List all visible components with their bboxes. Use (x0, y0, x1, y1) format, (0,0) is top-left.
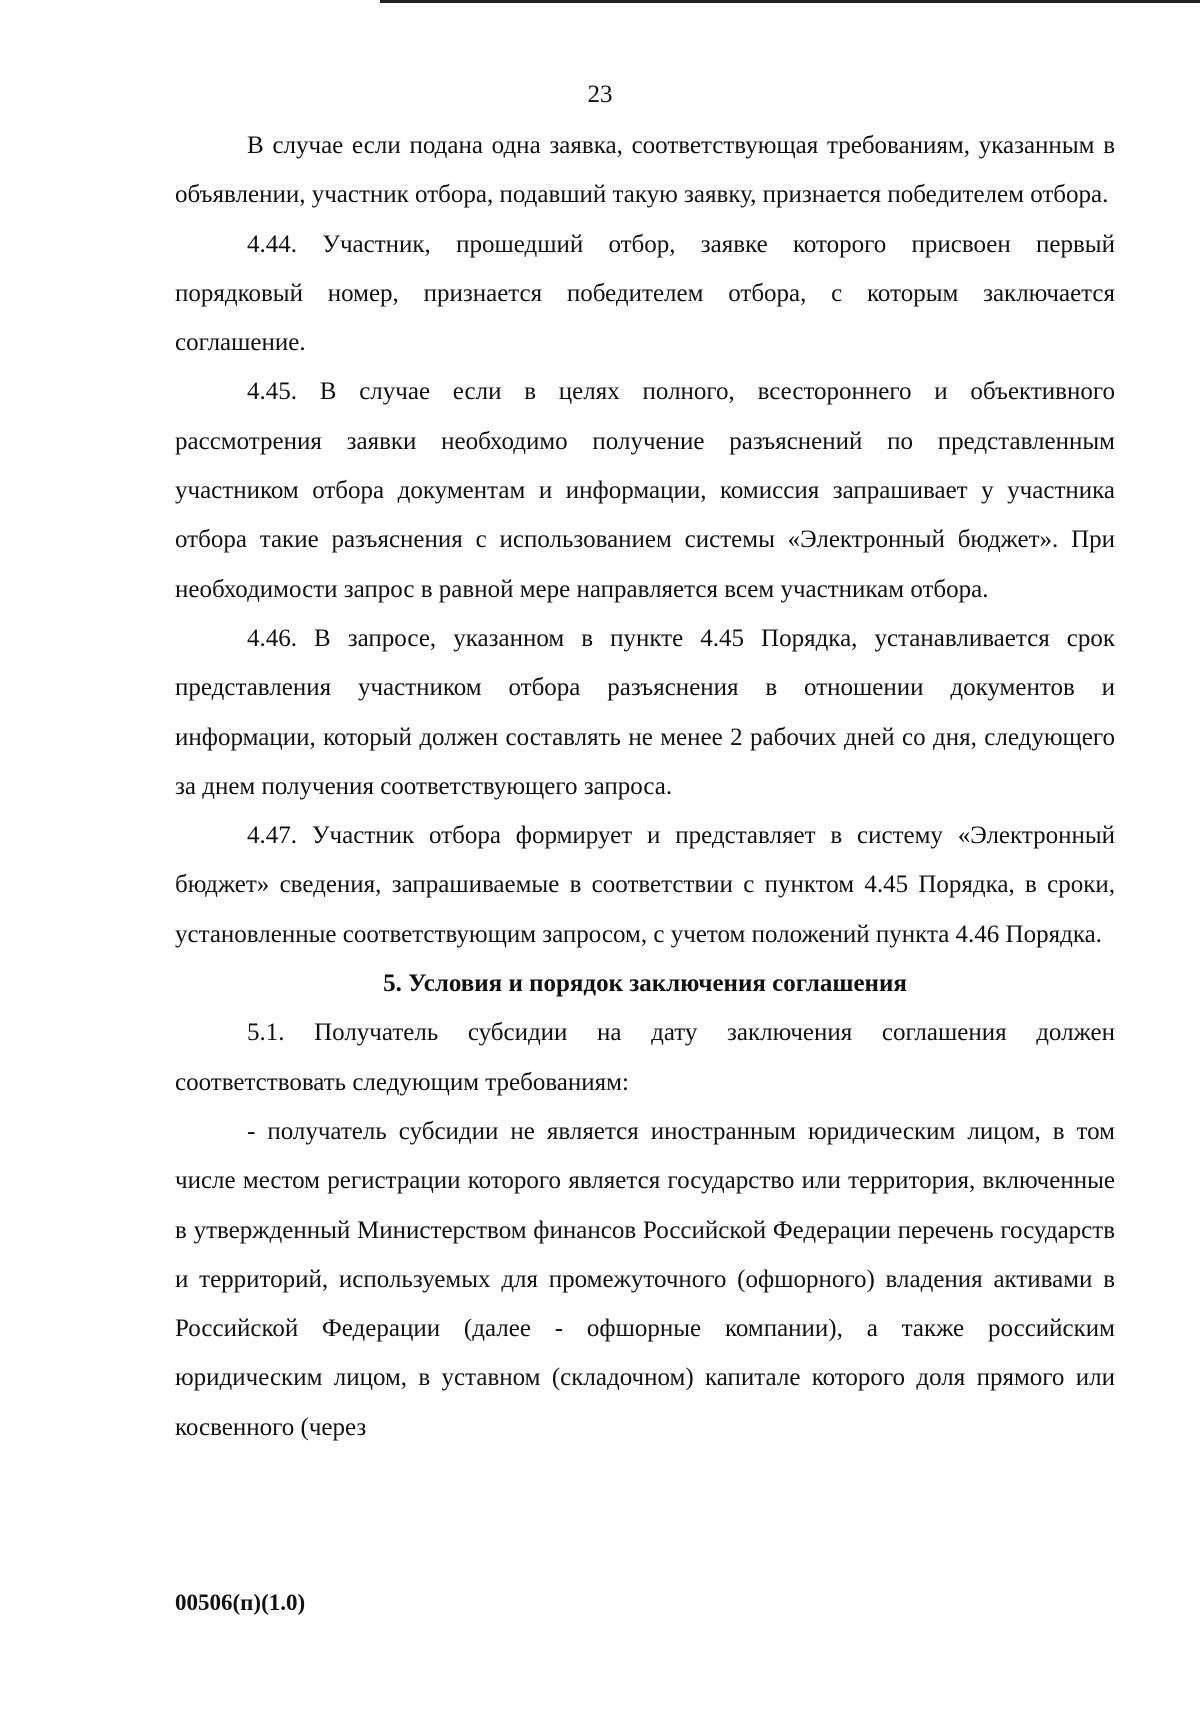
paragraph-5-1: 5.1. Получатель субсидии на дату заключения соглашения должен соответствовать следующим требованиям: (175, 1019, 1115, 1096)
paragraph-requirement-offshore: - получатель субсидии не является иностранным юридическим лицом, в том числе местом регистрации которого является государство или территория, включенные в утвержденный Министерством финансов Российской Федерации перечень государств и территорий, используемых для промежуточного (офшорного) владения активами в Российской Федерации (далее - офшорные компании), а также российским юридическим лицом, в уставном (складочном) капитале которого доля прямого или косвенного (через (175, 1117, 1115, 1441)
paragraph-single-application: В случае если подана одна заявка, соответствующая требованиям, указанным в объявлении, участник отбора, подавший такую заявку, признается победителем отбора. (175, 132, 1115, 209)
top-border-line (380, 0, 1200, 3)
document-body (175, 121, 1115, 1452)
paragraph-4-47: 4.47. Участник отбора формирует и представляет в систему «Электронный бюджет» сведения, запрашиваемые в соответствии с пунктом 4.45 Порядка, в сроки, установленные соответствующим запросом, с учетом положений пункта 4.46 Порядка. (175, 822, 1115, 948)
page-number: 23 (587, 81, 613, 108)
paragraph-4-45: 4.45. В случае если в целях полного, всестороннего и объективного рассмотрения заявки необходимо получение разъяснений по представленным участником отбора документам и информации, комиссия запрашивает у участника отбора такие разъяснения с использованием системы «Электронный бюджет». При необходимости запрос в равной мере направляется всем участникам отбора. (175, 378, 1115, 603)
section-5-heading: 5. Условия и порядок заключения соглашения (383, 970, 907, 998)
paragraph-4-44: 4.44. Участник, прошедший отбор, заявке которого присвоен первый порядковый номер, признается победителем отбора, с которым заключается соглашение. (175, 230, 1115, 357)
document-code: 00506(п)(1.0) (175, 1590, 306, 1615)
paragraph-4-46: 4.46. В запросе, указанном в пункте 4.45 Порядка, устанавливается срок представления участником отбора разъяснения в отношении документов и информации, который должен составлять не менее 2 рабочих дней со дня, следующего за днем получения соответствующего запроса. (175, 624, 1115, 800)
